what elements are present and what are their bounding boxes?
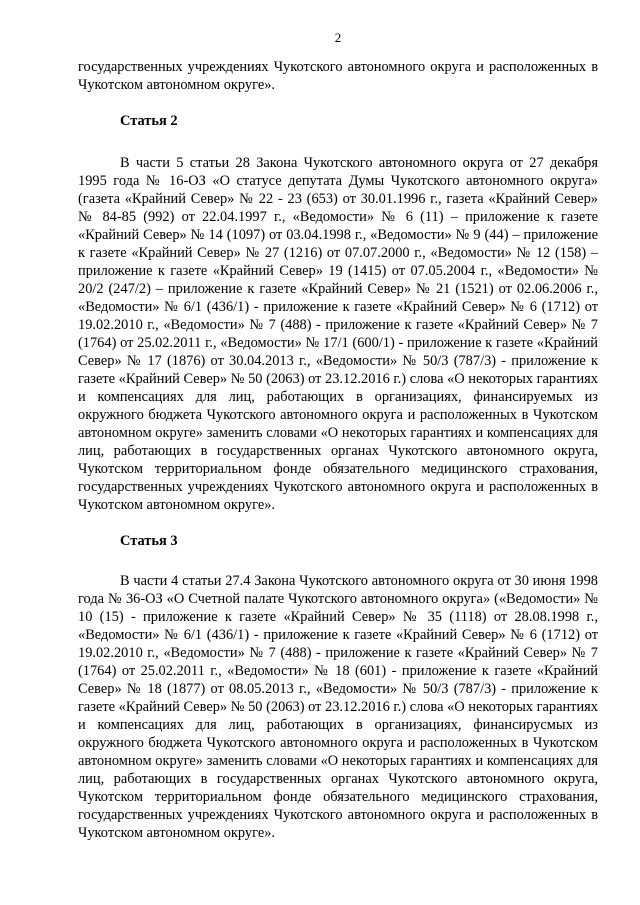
article-3-heading: Статья 3	[120, 533, 178, 549]
spacer	[78, 550, 598, 572]
article-3-text: В части 4 статьи 27.4 Закона Чукотского автономного округа от 30 июня 1998 года № 36-ОЗ «О Счетной палате Чукотского автономного округа» («Ведомости» № 10 (15) - приложение к газете «Крайний Север» № 35 (1118) от 28.08.1998 г., «Ведомости» № 6/1 (436/1) - приложение к газете «Крайний Север» № 6 (1712) от 19.02.2010 г., «Ведомости» № 7 (488) - приложение к газете «Крайний Север» № 7 (1764) от 25.02.2011 г., «Ведомости» № 18 (601) - приложение к газете «Крайний Север» № 18 (1877) от 08.05.2013 г., «Ведомости» № 50/3 (787/3) - приложение к газете «Крайний Север» № 50 (2063) от 23.12.2016 г.) слова «О некоторых гарантиях и компенсациях для лиц, работающих в организациях, финансирусмых из окружного бюджета Чукотского автономного округа и расположенных в Чукотском автономном округе» заменить словами «О некоторых гарантиях и компенсациях для лиц, работающих в государственных органах Чукотского автономного округа, Чукотском территориальном фонде обязательного медицинского страхования, государственных учреждениях Чукотского автономного округа и расположенных в Чукотском автономном округе».	[78, 573, 598, 841]
spacer	[78, 94, 598, 112]
article-2-text: В части 5 статьи 28 Закона Чукотского автономного округа от 27 декабря 1995 года № 16-ОЗ «О статусе депутата Думы Чукотского автономного округа» (газета «Крайний Север» № 22 - 23 (653) от 30.01.1996 г., газета «Крайний Север» № 84-85 (992) от 22.04.1997 г., «Ведомости» № 6 (11) – приложение к газете «Крайний Север» № 14 (1097) от 03.04.1998 г., «Ведомости» № 9 (44) – приложение к газете «Крайний Север» № 27 (1216) от 07.07.2000 г., «Ведомости» № 12 (158) – приложение к газете «Крайний Север» 19 (1415) от 07.05.2004 г., «Ведомости» № 20/2 (247/2) – приложение к газете «Крайний Север» № 21 (1521) от 02.06.2006 г., «Ведомости» № 6/1 (436/1) - приложение к газете «Крайний Север» № 6 (1712) от 19.02.2010 г., «Ведомости» № 7 (488) - приложение к газете «Крайний Север» № 7 (1764) от 25.02.2011 г., «Ведомости» № 17/1 (600/1) - приложение к газете «Крайний Север» № 17 (1876) от 30.04.2013 г., «Ведомости» № 50/3 (787/3) - приложение к газете «Крайний Север» № 50 (2063) от 23.12.2016 г.) слова «О некоторых гарантиях и компенсациях для лиц, работающих в организациях, финансируемых из окружного бюджета Чукотского автономного округа и расположенных в Чукотском автономном округе» заменить словами «О некоторых гарантиях и компенсациях для лиц, работающих в государственных органах Чукотского автономного округа, Чукотском территориальном фонде обязательного медицинского страхования, государственных учреждениях Чукотского автономного округа и расположенных в Чукотском автономном округе».	[78, 155, 598, 513]
page-number: 2	[334, 30, 342, 45]
intro-paragraph: государственных учреждениях Чукотского автономного округа и расположенных в Чукотском автономном округе».	[78, 59, 598, 93]
article-2-heading: Статья 2	[120, 113, 178, 129]
spacer	[78, 130, 598, 154]
spacer	[78, 514, 598, 532]
